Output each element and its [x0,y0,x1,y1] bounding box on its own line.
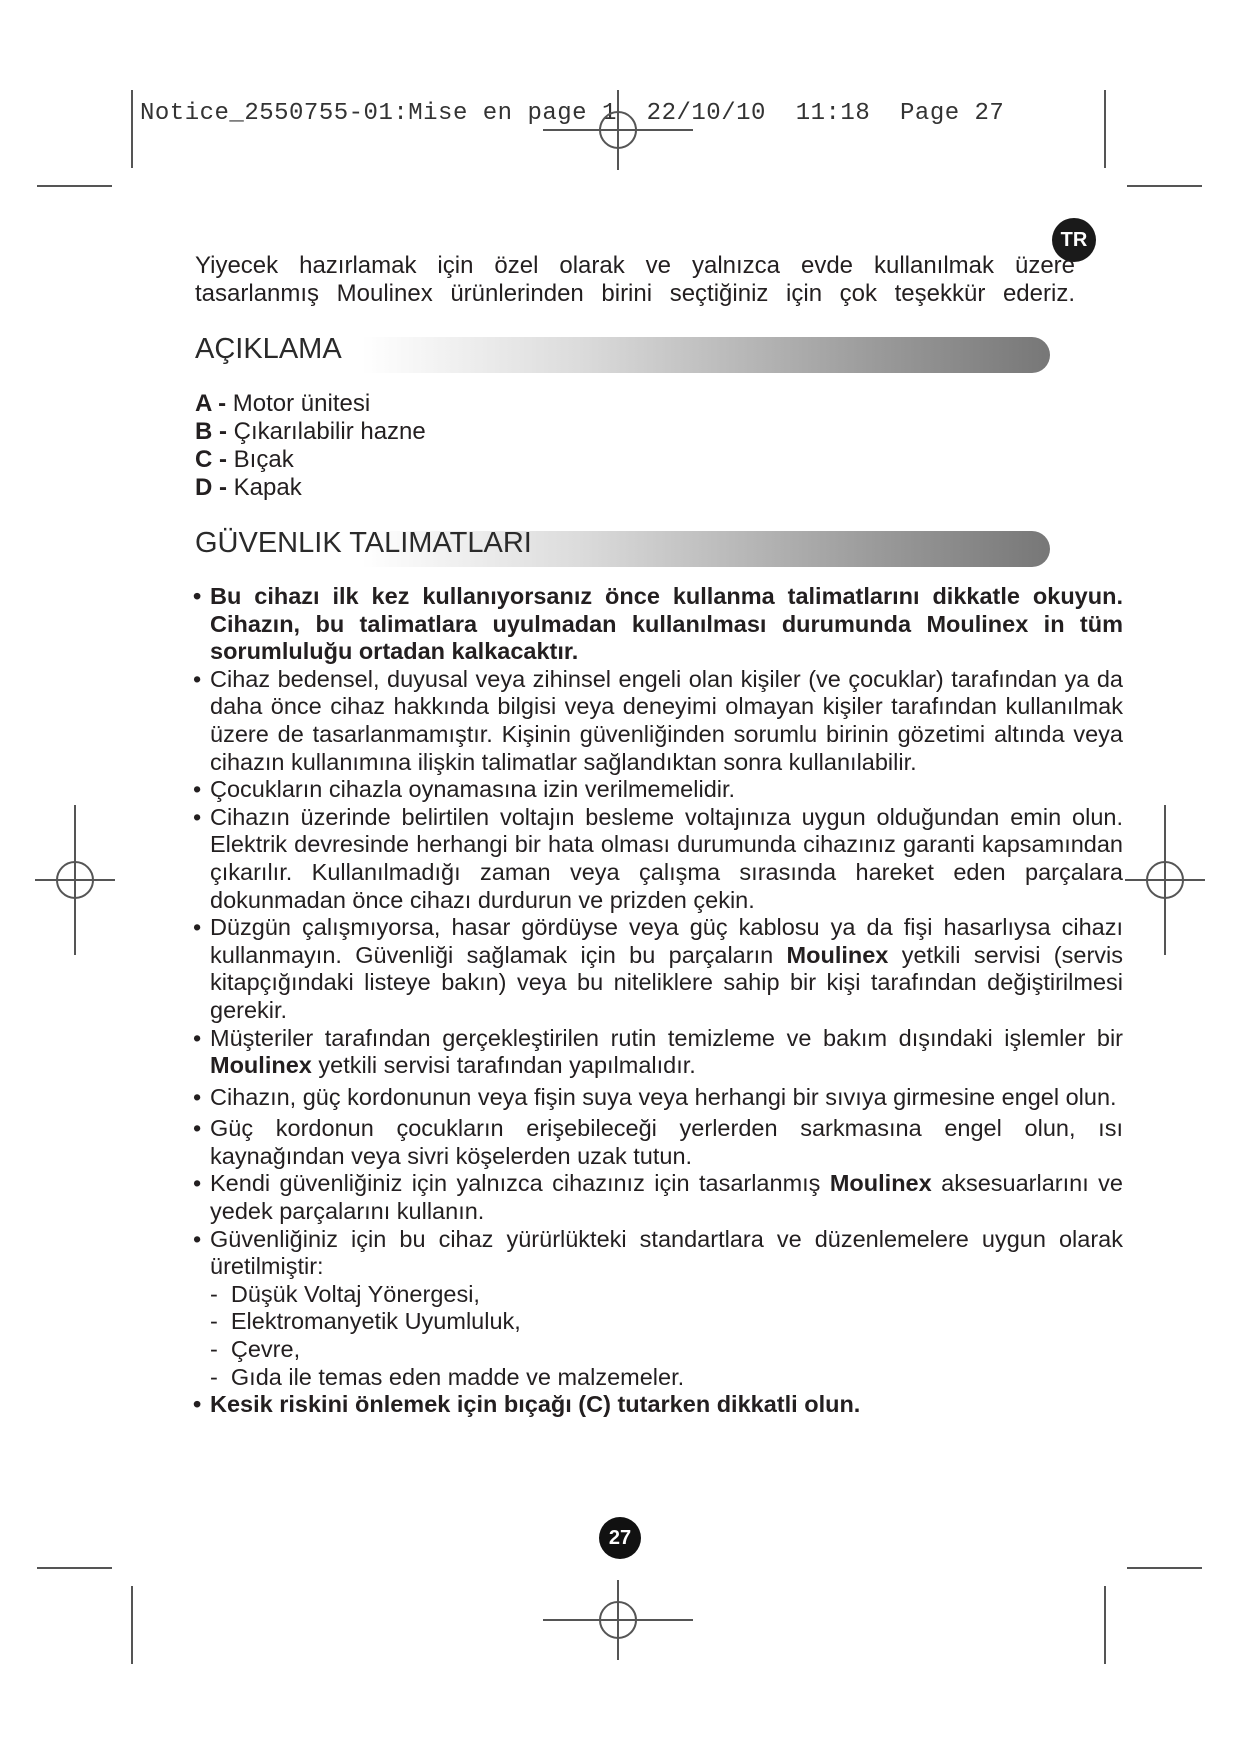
list-item: • Cihaz bedensel, duyusal veya zihinsel engeli olan kişiler (ve çocuklar) tarafından ya da daha önce cihaz hakkında bilgisi veya deneyimi olmayan kişiler tarafından kullanılmak üzere de tasarlanmamıştır. Kişinin güvenliğinden sorumlu birinin gözetimi altında veya cihazın kullanımına ilişkin talimatlar sağlandıktan sonra kullanılabilir. [193,665,1123,775]
registration-mark-bottom-icon [543,1580,693,1660]
registration-mark-top-icon [543,90,693,170]
list-item: • Cihazın üzerinde belirtilen voltajın besleme voltajınıza uygun olduğundan emin olun. Elektrik devresinde herhangi bir hata olması durumunda cihazınız garanti kapsamından çıkarılır. Kullanılmadığı zaman veya çalışma sırasında hareket eden parçalara dokunmadan önce cihazı durdurun ve prizden çekin. [193,803,1123,913]
brand-name: Moulinex [786,941,889,968]
crop-mark [131,1586,133,1664]
crop-mark [1127,185,1202,187]
list-item: • Müşteriler tarafından gerçekleştirilen rutin temizleme ve bakım dışındaki işlemler bir Moulinex yetkili servisi tarafından yapılmalıdır. [193,1024,1123,1079]
list-item: • Kesik riskini önlemek için bıçağı (C) tutarken dikkatli olun. [193,1391,861,1418]
crop-mark [1127,1567,1202,1569]
section-title-safety: GÜVENLIK TALIMATLARI [195,527,532,559]
list-item: A - Motor ünitesi [195,390,371,417]
list-item: • Güvenliğiniz için bu cihaz yürürlükteki standartlara ve düzenlemelere uygun olarak üretilmiştir: [193,1225,1123,1280]
safety-instructions [193,583,1123,1419]
list-item: • Düzgün çalışmıyorsa, hasar gördüyse veya güç kablosu ya da fişi hasarlıysa cihazı kullanmayın. Güvenliği sağlamak için bu parçaların Moulinex yetkili servisi (servis kitapçığındaki listeye bakın) veya bu niteliklere sahip bir kişi tarafından değiştirilmesi gerekir. [193,914,1123,1023]
crop-mark [37,185,112,187]
standards-list [193,1281,1123,1391]
crop-mark [1104,1586,1106,1664]
language-badge: TR [1052,218,1096,262]
standards-item: - Gıda ile temas eden madde ve malzemeler. [210,1363,685,1390]
list-item: B - Çıkarılabilir hazne [195,418,426,445]
list-item: D - Kapak [195,474,302,501]
intro-paragraph: Yiyecek hazırlamak için özel olarak ve yalnızca evde kullanılmak üzere tasarlanmış Moulinex ürünlerinden birini seçtiğiniz için çok teşekkür ederiz. [195,252,1075,307]
crop-mark [37,1567,112,1569]
list-item: • Cihazın, güç kordonunun veya fişin suya veya herhangi bir sıvıya girmesine engel olun. [193,1083,1117,1110]
section-title-description: AÇIKLAMA [195,333,342,365]
crop-mark [131,90,133,168]
page-number: 27 [599,1517,641,1559]
list-item: C - Bıçak [195,446,294,473]
brand-name: Moulinex [210,1052,312,1079]
printer-slug: Notice_2550755-01:Mise en page 1 22/10/10 11:18 Page 27 [140,100,1005,127]
crop-mark [1104,90,1106,168]
list-item: • Bu cihazı ilk kez kullanıyorsanız önce kullanma talimatlarını dikkatle okuyun. Cihazın, bu talimatlara uyulmadan kullanılması durumunda Moulinex in tüm sorumluluğu ortadan kalkacaktır. [193,583,1123,665]
list-item: • Güç kordonun çocukların erişebileceği yerlerden sarkmasına engel olun, ısı kaynağından veya sivri köşelerden uzak tutun. [193,1115,1123,1169]
list-item: • Çocukların cihazla oynamasına izin verilmemelidir. [193,776,736,803]
standards-item: - Çevre, [210,1336,301,1363]
standards-item: - Elektromanyetik Uyumluluk, [210,1308,521,1335]
brand-name: Moulinex [829,1170,932,1197]
description-list [195,390,426,502]
list-item: • Kendi güvenliğiniz için yalnızca cihazınız için tasarlanmış Moulinex aksesuarlarını ve yedek parçalarını kullanın. [193,1170,1123,1225]
registration-mark-right-icon [1125,805,1205,955]
standards-item: - Düşük Voltaj Yönergesi, [210,1280,480,1307]
registration-mark-left-icon [35,805,115,955]
